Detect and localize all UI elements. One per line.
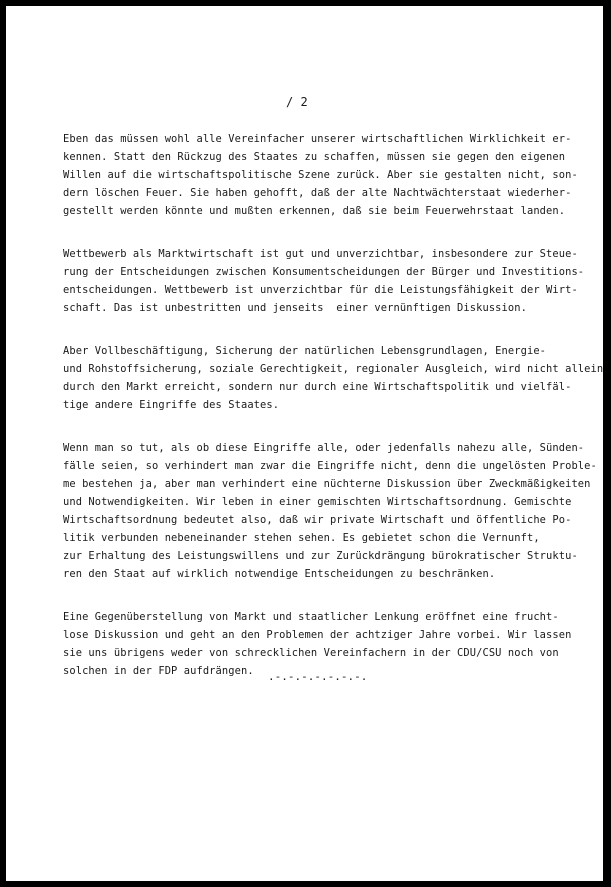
- text-line: schaft. Das ist unbestritten und jenseits einer vernünftigen Diskussion.: [63, 302, 527, 314]
- text-line: Wenn man so tut, als ob diese Eingriffe alle, oder jedenfalls nahezu alle, Sünden-: [63, 442, 585, 454]
- text-line: und Rohstoffsicherung, soziale Gerechtigkeit, regionaler Ausgleich, wird nicht allein: [63, 363, 603, 375]
- text-line: ren den Staat auf wirklich notwendige Entscheidungen zu beschränken.: [63, 568, 496, 580]
- document-body: [63, 130, 603, 705]
- text-line: me bestehen ja, aber man verhindert eine nüchterne Diskussion über Zweckmäßigkeiten: [63, 478, 591, 490]
- text-line: und Notwendigkeiten. Wir leben in einer gemischten Wirtschaftsordnung. Gemischte: [63, 496, 572, 508]
- text-line: Willen auf die wirtschaftspolitische Szene zurück. Aber sie gestalten nicht, son-: [63, 169, 578, 181]
- text-line: Eine Gegenüberstellung von Markt und staatlicher Lenkung eröffnet eine frucht-: [63, 611, 559, 623]
- text-line: rung der Entscheidungen zwischen Konsumentscheidungen der Bürger und Investitions-: [63, 266, 585, 278]
- text-line: solchen in der FDP aufdrängen.: [63, 665, 254, 677]
- text-line: gestellt werden könnte und mußten erkennen, daß sie beim Feuerwehrstaat landen.: [63, 205, 566, 217]
- text-line: Wirtschaftsordnung bedeutet also, daß wir private Wirtschaft und öffentliche Po-: [63, 514, 572, 526]
- page-number: / 2: [286, 95, 308, 109]
- text-line: entscheidungen. Wettbewerb ist unverzichtbar für die Leistungsfähigkeit der Wirt-: [63, 284, 578, 296]
- text-line: fälle seien, so verhindert man zwar die Eingriffe nicht, denn die ungelösten Proble-: [63, 460, 597, 472]
- text-line: tige andere Eingriffe des Staates.: [63, 399, 280, 411]
- paragraph-4: [63, 439, 597, 583]
- text-line: kennen. Statt den Rückzug des Staates zu schaffen, müssen sie gegen den eigenen: [63, 151, 566, 163]
- text-line: Aber Vollbeschäftigung, Sicherung der natürlichen Lebensgrundlagen, Energie-: [63, 345, 547, 357]
- text-line: Eben das müssen wohl alle Vereinfacher unserer wirtschaftlichen Wirklichkeit er-: [63, 133, 572, 145]
- text-line: lose Diskussion und geht an den Problemen der achtziger Jahre vorbei. Wir lassen: [63, 629, 572, 641]
- paragraph-3: [63, 342, 603, 414]
- text-line: Wettbewerb als Marktwirtschaft ist gut und unverzichtbar, insbesondere zur Steue-: [63, 248, 578, 260]
- text-line: durch den Markt erreicht, sondern nur durch eine Wirtschaftspolitik und vielfäl-: [63, 381, 572, 393]
- text-line: zur Erhaltung des Leistungswillens und zur Zurückdrängung bürokratischer Struktu-: [63, 550, 578, 562]
- text-line: dern löschen Feuer. Sie haben gehofft, daß der alte Nachtwächterstaat wiederher-: [63, 187, 572, 199]
- text-line: sie uns übrigens weder von schrecklichen Vereinfachern in der CDU/CSU noch von: [63, 647, 559, 659]
- text-line: litik verbunden nebeneinander stehen sehen. Es gebietet schon die Vernunft,: [63, 532, 540, 544]
- paragraph-2: [63, 245, 583, 317]
- document-page: [6, 6, 603, 881]
- paragraph-1: [63, 130, 583, 220]
- end-of-text-mark: .-.-.-.-.-.-.-.: [268, 670, 368, 683]
